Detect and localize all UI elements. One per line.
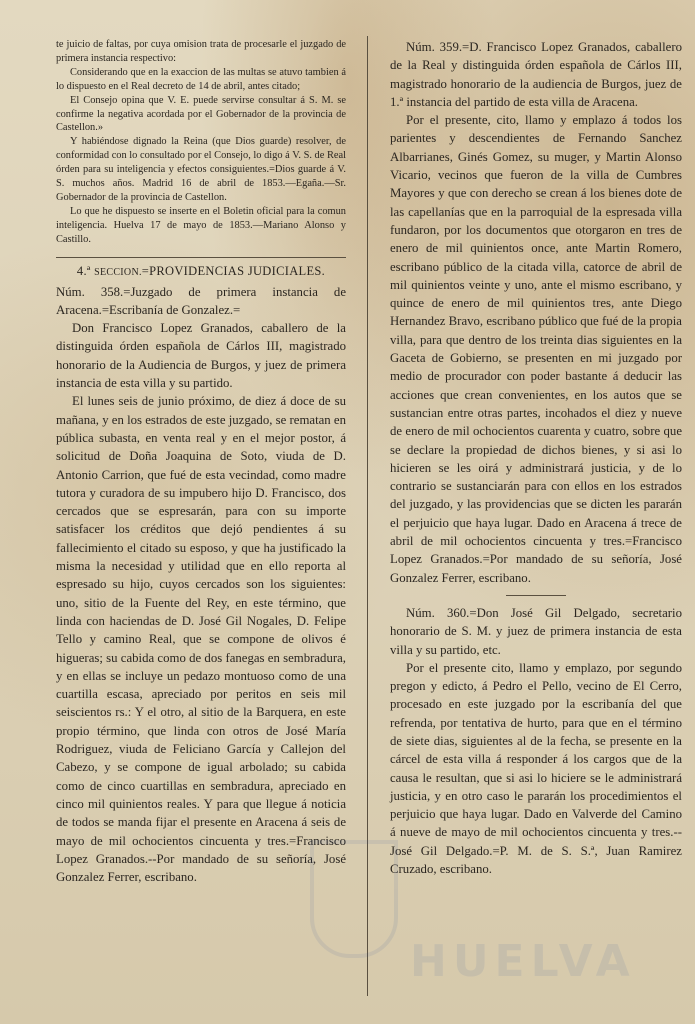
archive-watermark bbox=[300, 840, 636, 990]
entry-358-paragraph: Don Francisco Lopez Granados, caballero de la distinguida órden española de Cárlos III, magistrado honorario de la Audiencia de Burgos, y juez de primera instancia de esta villa y su partido. bbox=[56, 321, 346, 391]
intro-paragraph: Y habiéndose dignado la Reina (que Dios guarde) resolver, de conformidad con lo consultado por el Consejo, lo digo á V. S. de Real órden para su inteligencia y efectos consiguientes.=Dios guarde á V. S. muchos años. Madrid 16 de abril de 1853.—Egaña.—Sr. Gobernador de la provincia de Castellon. bbox=[56, 136, 346, 203]
left-column bbox=[56, 38, 346, 886]
entry-358-paragraph: El lunes seis de junio próximo, de diez á doce de su mañana, y en los estrados de este juzgado, se rematan en pública subasta, en venta real y en el mejor postor, á solicitud de Doña Joaquina de Soto, viuda de D. Antonio Carrion, que fué de esta vecindad, como madre tutora y curadora de su impubero hijo D. Francisco, dos cercados que se espresarán, para con su importe satisfacer los créditos que dejó pendientes á su fallecimiento el citado su esposo, y que ha justificado la misma la necesidad y utilidad que en ello reporta al espresado su hijo, cuyos cercados son los siguientes: uno, sitio de la Fuente del Rey, en este término, que linda con haciendas de D. José Gil Nogales, D. Felipe Tello y camino Real, que se compone de olivos é higueras; su cabida como de dos fanegas en sembradura, y en ellas se incluye un pedazo montuoso como de una cuartilla escasa, apreciado por peritos en seis mil seiscientos rs.: Y el otro, al sitio de la Barquera, en este propio término, que linda con otros de José María Rodriguez, viuda de Feliciano García y Callejon del Cabezo, y se compone de igual arbolado; su cabida como de cinco cuartillas en sembradura, apreciado en cinco mil quinientos reales. Y para que llegue á noticia de todos se manda fijar el presente en Aracena á seis de mayo de mil ochocientos cincuenta y tres.=Francisco Lopez Granados.--Por mandado de su señoría, José Gonzalez Ferrer, escribano. bbox=[56, 394, 346, 885]
intro-paragraph: Lo que he dispuesto se inserte en el Boletin oficial para la comun inteligencia. Huelva 17 de mayo de 1853.—Mariano Alonso y Castillo. bbox=[56, 205, 346, 245]
shield-icon bbox=[310, 840, 398, 958]
section-heading bbox=[56, 257, 346, 279]
entry-360-heading: Núm. 360.=Don José Gil Delgado, secretario honorario de S. M. y juez de primera instancia de esta villa y su partido, etc. bbox=[390, 605, 682, 657]
entry-separator bbox=[506, 595, 566, 596]
section-label: SECCION. bbox=[94, 266, 142, 278]
entry-358-heading: Núm. 358.=Juzgado de primera instancia de Aracena.=Escribanía de Gonzalez.= bbox=[56, 284, 346, 317]
entry-358 bbox=[56, 283, 346, 887]
intro-paragraph: El Consejo opina que V. E. puede servirse consultar á S. M. se confirme la negativa acordada por el Gobernador de la provincia de Castellon.» bbox=[56, 94, 346, 134]
intro-paragraph: te juicio de faltas, por cuya omision trata de procesarle el juzgado de primera instancia respectivo: bbox=[56, 39, 346, 64]
intro-block bbox=[56, 38, 346, 247]
right-column bbox=[390, 38, 682, 878]
entry-359 bbox=[390, 38, 682, 587]
entry-360 bbox=[390, 604, 682, 878]
entry-359-paragraph: Por el presente, cito, llamo y emplazo á todos los parientes y descendientes de Fernando Sanchez Albarrianes, Ginés Gomez, su muger, y Martin Alonso Vicario, vecinos que fueron de la villa de Cumbres Mayores y que con derecho se crean á los bienes dote de las capellanías que en la parroquial de la espresada villa fundaron, por los documentos que otorgaron en tres de enero de mil quinientos once, ante Martin Romero, escribano público de la citada villa, catorce de abril de mil quinientos veinte y uno, ante el mismo escribano, y quince de enero de mil quinientos tres, ante Diego Hernandez Bravo, escribano público que fué de la propia villa, para que dentro de los treinta dias siguientes en la Gaceta de Gobierno, se presenten en mi juzgado por medio de procurador con poder bastante á deducir las acciones que crean convenientes, en los autos que se sustancian entre otras partes, incohados el diez y nueve de enero de mil ochocientos cuarenta y cuatro, sobre que se declare la propiedad de dichos bienes, y si asi lo hicieren se les oirá y administrará justicia, y de lo contrario se sustanciarán para con ellos en los estrados del juzgado, y las providencias que se dicten les pararán el perjuicio que haya lugar. Dado en Aracena á trece de abril de mil ochocientos cincuenta y tres.=Francisco Lopez Granados.=Por mandado de su señoría, José Gonzalez Ferrer, escribano. bbox=[390, 113, 682, 585]
entry-359-heading: Núm. 359.=D. Francisco Lopez Granados, caballero de la Real y distinguida órden española de Cárlos III, magistrado honorario de la audiencia de Burgos, juez de 1.ª instancia del partido de esta villa de Aracena. bbox=[390, 40, 682, 109]
entry-360-paragraph: Por el presente cito, llamo y emplazo, por segundo pregon y edicto, á Pedro el Pello, vecino de El Cerro, procesado en este juzgado por la escribanía del que refrenda, por tentativa de hurto, para que en el término de siete dias, siguientes al de la fecha, se presente en la cárcel de esta villa á responder á los cargos que de la causa le resultan, que si asi lo hiciere se le administrará justicia, y en otro caso le pararán los procedimientos el perjuicio que haya lugar. Dado en Valverde del Camino á nueve de mayo de mil ochocientos cincuenta y tres.--José Gil Delgado.=P. M. de S. S.ª, Juan Ramirez Cruzado, escribano. bbox=[390, 660, 682, 877]
section-title: =PROVIDENCIAS JUDICIALES. bbox=[141, 263, 326, 278]
watermark-text: HUELVA bbox=[410, 936, 636, 987]
intro-paragraph: Considerando que en la exaccion de las multas se atuvo tambien á lo dispuesto en el Real decreto de 14 de abril, antes citado; bbox=[56, 66, 346, 92]
section-number: 4.ª bbox=[76, 263, 91, 278]
